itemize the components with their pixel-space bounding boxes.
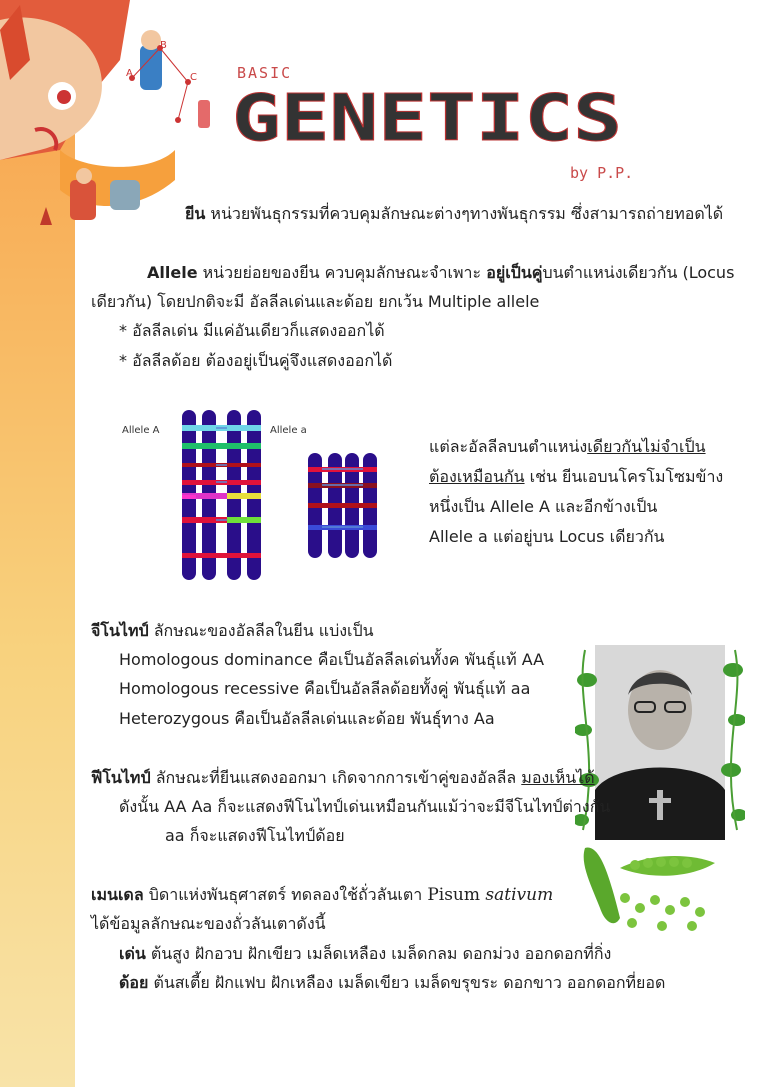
gene-text: หน่วยพันธุกรรมที่ควบคุมลักษณะต่างๆทางพันธุกรรม ซึ่งสามารถถ่ายทอดได้ (205, 204, 724, 223)
page-title (232, 78, 632, 158)
gene-term: ยีน (185, 204, 206, 223)
genotype-line-1: Homologous dominance คือเป็นอัลลีลเด่นทั้งค พันธุ์แท้ AA (119, 650, 545, 669)
title-prefix: BASIC (237, 64, 293, 82)
phenotype-heading (91, 768, 595, 788)
allele-bullet-2: * อัลลีลด้อย ต้องอยู่เป็นคู่จึงแสดงออกได้ (119, 351, 393, 370)
allele-bullet-1: * อัลลีลเด่น มีแค่อันเดียวก็แสดงออกได้ (119, 321, 385, 340)
allele-b-label: Allele a (270, 425, 307, 436)
genotype-line-3: Heterozygous คือเป็นอัลลีลเด่นและด้อย พันธุ์ทาง Aa (119, 709, 495, 728)
allele-line2: เดียวกัน) โดยปกติจะมี อัลลีลเด่นและด้อย ยกเว้น Multiple allele (91, 292, 540, 311)
caption-underline-2: ต้องเหมือนกัน (429, 467, 525, 486)
genotype-heading (91, 621, 374, 641)
phenotype-term: ฟีโนไทป์ (91, 768, 151, 787)
phenotype-text: ลักษณะที่ยีนแสดงออกมา เกิดจากการเข้าคู่ของอัลลีล (150, 768, 522, 787)
allele-text1: หน่วยย่อยของยีน ควบคุมลักษณะจำเพาะ (197, 263, 487, 282)
phenotype-line-3: aa ก็จะแสดงฟีโนไทป์ด้อย (165, 826, 345, 845)
byline: by P.P. (570, 164, 634, 182)
pea-pods-image (570, 838, 735, 938)
mendel-term: เมนเดล (91, 885, 144, 904)
svg-text:C: C (190, 72, 197, 83)
diagram-caption-4: Allele a แต่อยู่บน Locus เดียวกัน (429, 527, 665, 546)
phenotype-line-2: ดังนั้น AA Aa ก็จะแสดงฟีโนไทป์เด่นเหมือนกันแม้ว่าจะมีจีโนไทป์ต่างกัน (119, 797, 611, 816)
allele-line1 (147, 263, 734, 283)
mendel-dominant-traits (119, 944, 611, 964)
svg-text:A: A (126, 68, 133, 79)
recessive-text: ต้นสเตี้ย ฝักแฟบ ฝักเหลือง เมล็ดเขียว เมล็ดขรุขระ ดอกขาว ออกดอกที่ยอด (148, 973, 666, 992)
caption-text: แต่ละอัลลีลบนตำแหน่ง (429, 437, 588, 456)
diagram-caption-3: หนึ่งเป็น Allele A และอีกข้างเป็น (429, 497, 658, 516)
genotype-term: จีโนไทป์ (91, 621, 149, 640)
dominant-term: เด่น (119, 944, 146, 963)
phenotype-emph: มองเห็นได้ (521, 768, 595, 787)
caption-underline: เดียวกันไม่จำเป็น (587, 437, 706, 456)
chromosome-diagram (120, 405, 390, 585)
pisum-genus: Pisum (427, 885, 486, 905)
diagram-caption-2 (429, 467, 723, 487)
allele-emph: อยู่เป็นคู่ (486, 263, 543, 282)
pisum-species: sativum (485, 885, 554, 905)
mendel-recessive-traits (119, 973, 665, 993)
allele-term: Allele (147, 263, 198, 282)
diagram-caption-1 (429, 437, 706, 457)
genotype-text: ลักษณะของอัลลีลในยีน แบ่งเป็น (148, 621, 374, 640)
genotype-line-2: Homologous recessive คือเป็นอัลลีลด้อยทั้งคู่ พันธุ์แท้ aa (119, 679, 531, 698)
allele-text2: บนตำแหน่งเดียวกัน (Locus (542, 263, 735, 282)
mendel-text: บิดาแห่งพันธุศาสตร์ ทดลองใช้ถั่วลันเตา (143, 885, 428, 904)
svg-text:GENETICS: GENETICS (232, 82, 622, 156)
allele-a-label: Allele A (122, 425, 160, 436)
dominant-text: ต้นสูง ฝักอวบ ฝักเขียว เมล็ดเหลือง เมล็ดกลม ดอกม่วง ออกดอกที่กิ่ง (145, 944, 612, 963)
caption-text-2: เช่น ยีนเอบนโครโมโซมข้าง (524, 467, 724, 486)
recessive-term: ด้อย (119, 973, 149, 992)
gene-definition (185, 204, 723, 224)
svg-text:B: B (160, 40, 167, 51)
mendel-heading (91, 885, 553, 905)
mendel-line-2: ได้ข้อมูลลักษณะของถั่วลันเตาดังนี้ (91, 914, 326, 933)
